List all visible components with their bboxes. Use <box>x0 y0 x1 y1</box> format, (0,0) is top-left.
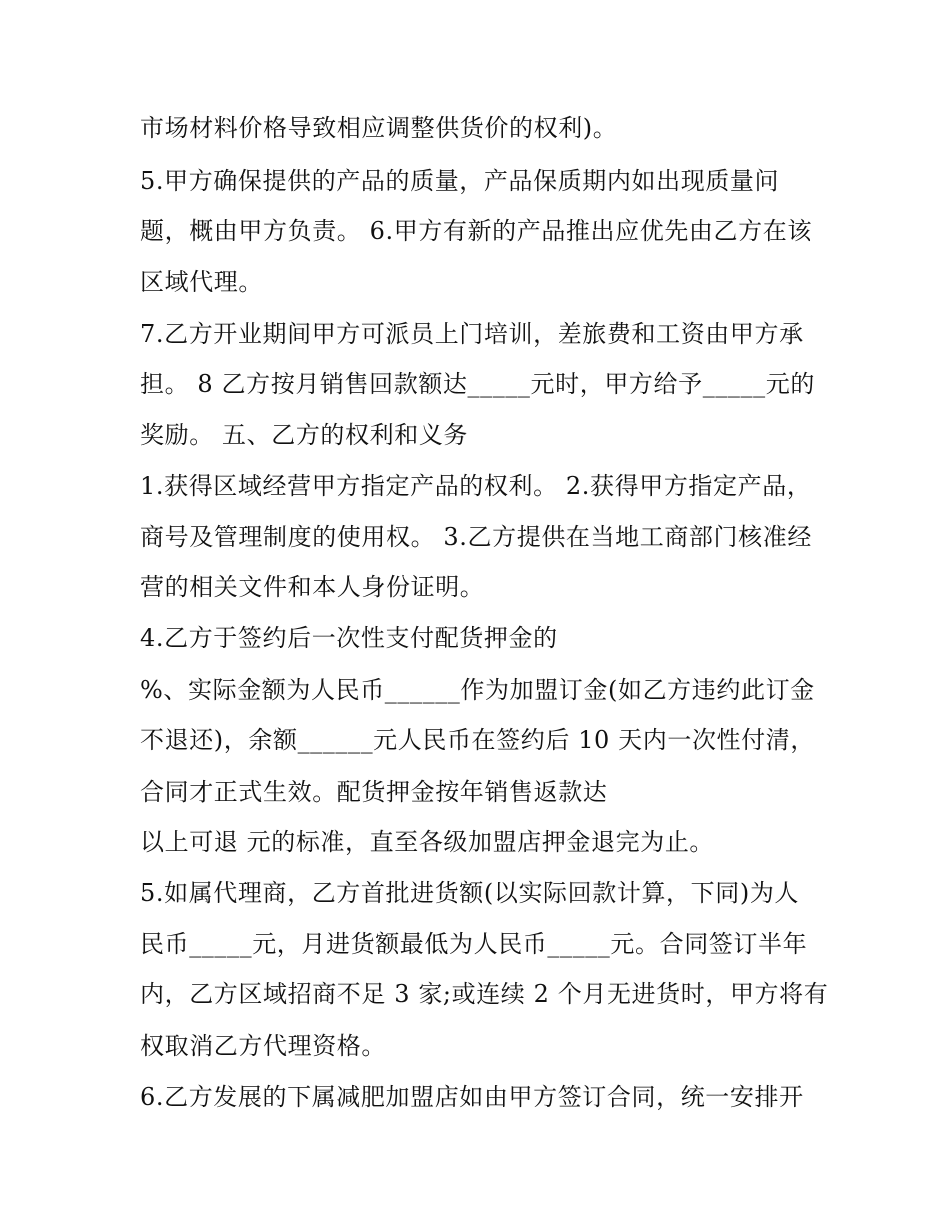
text-line: 商号及管理制度的使用权。 3.乙方提供在当地工商部门核准经 <box>140 523 812 551</box>
text-line: 以上可退 元的标准，直至各级加盟店押金退完为止。 <box>140 828 715 856</box>
text-line: 不退还)，余额______元人民币在签约后 10 天内一次性付清， <box>140 726 815 754</box>
text-line: 合同才正式生效。配货押金按年销售返款达 <box>140 778 608 806</box>
text-line: 奖励。 五、乙方的权利和义务 <box>140 421 469 449</box>
text-line: 7.乙方开业期间甲方可派员上门培训，差旅费和工资由甲方承 <box>140 320 804 348</box>
text-line: 内，乙方区域招商不足 3 家;或连续 2 个月无进货时，甲方将有 <box>140 980 829 1008</box>
text-line: 5.如属代理商，乙方首批进货额(以实际回款计算，下同)为人 <box>140 879 800 907</box>
text-line: 6.乙方发展的下属减肥加盟店如由甲方签订合同，统一安排开 <box>140 1083 804 1111</box>
text-line: 担。 8 乙方按月销售回款额达_____元时，甲方给予_____元的 <box>140 370 815 398</box>
text-line: 4.乙方于签约后一次性支付配货押金的 <box>140 624 558 652</box>
text-line: 1.获得区域经营甲方指定产品的权利。 2.获得甲方指定产品， <box>140 472 812 500</box>
text-line: 5.甲方确保提供的产品的质量，产品保质期内如出现质量问 <box>140 167 780 195</box>
text-line: 题，概由甲方负责。 6.甲方有新的产品推出应优先由乙方在该 <box>140 217 812 245</box>
text-line: 权取消乙方代理资格。 <box>140 1032 386 1060</box>
text-line: %、实际金额为人民币______作为加盟订金(如乙方违约此订金 <box>140 676 815 704</box>
text-line: 区域代理。 <box>140 268 263 296</box>
text-line: 民币_____元，月进货额最低为人民币_____元。合同签订半年 <box>140 930 808 958</box>
text-line: 营的相关文件和本人身份证明。 <box>140 573 485 601</box>
text-line: 市场材料价格导致相应调整供货价的权利)。 <box>140 114 618 142</box>
